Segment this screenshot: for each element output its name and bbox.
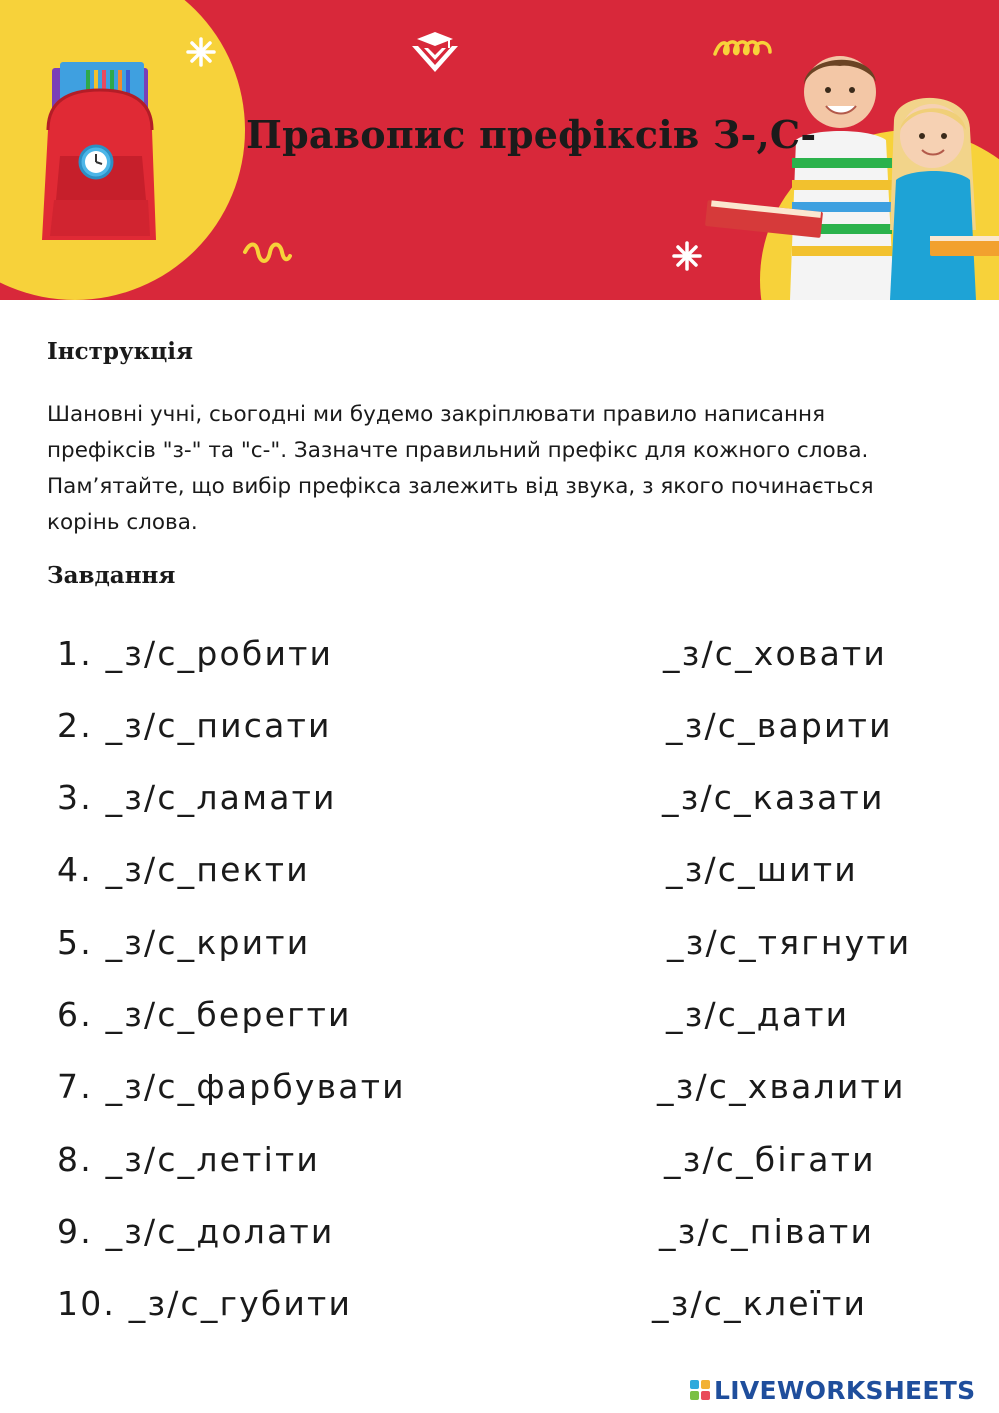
task-item-left[interactable]: 2. _з/с_писати	[57, 706, 332, 745]
squiggle-icon	[242, 240, 292, 270]
task-item-left[interactable]: 10. _з/с_губити	[57, 1284, 353, 1323]
task-item-right[interactable]: _з/с_шити	[666, 850, 858, 889]
instructions-line: Пам’ятайте, що вибір префікса залежить від звука, з якого починається	[47, 474, 874, 499]
header-banner	[0, 0, 999, 300]
task-heading: Завдання	[47, 562, 176, 589]
instructions-text	[47, 397, 947, 541]
task-item-left[interactable]: 4. _з/с_пекти	[57, 850, 310, 889]
task-item-right[interactable]: _з/с_дати	[666, 995, 850, 1034]
task-item-left[interactable]: 7. _з/с_фарбувати	[57, 1067, 406, 1106]
task-item-left[interactable]: 8. _з/с_летіти	[57, 1140, 321, 1179]
graduation-cap-logo-icon	[408, 28, 462, 76]
task-item-left[interactable]: 6. _з/с_берегти	[57, 995, 352, 1034]
task-item-left[interactable]: 3. _з/с_ламати	[57, 778, 337, 817]
task-item-right[interactable]: _з/с_клеїти	[652, 1284, 868, 1323]
instructions-heading: Інструкція	[47, 338, 193, 365]
task-item-left[interactable]: 9. _з/с_долати	[57, 1212, 335, 1251]
task-item-right[interactable]: _з/с_казати	[662, 778, 885, 817]
backpack-image	[30, 60, 170, 250]
task-item-right[interactable]: _з/с_варити	[666, 706, 893, 745]
children-with-books-image	[700, 40, 999, 300]
task-item-right[interactable]: _з/с_бігати	[664, 1140, 876, 1179]
sparkle-icon	[185, 36, 217, 68]
instructions-line: префіксів "з-" та "с-". Зазначте правильний префікс для кожного слова.	[47, 438, 869, 463]
task-item-left[interactable]: 1. _з/с_робити	[57, 634, 334, 673]
task-item-right[interactable]: _з/с_півати	[659, 1212, 875, 1251]
instructions-line: Шановні учні, сьогодні ми будемо закріплювати правило написання	[47, 402, 826, 427]
sparkle-icon	[671, 240, 703, 272]
logo-text: LIVEWORKSHEETS	[714, 1375, 976, 1405]
liveworksheets-logo[interactable]	[690, 1374, 975, 1406]
page-title: Правопис префіксів З-,С-	[246, 112, 817, 157]
task-item-right[interactable]: _з/с_хвалити	[657, 1067, 906, 1106]
task-item-right[interactable]: _з/с_тягнути	[667, 923, 912, 962]
task-item-right[interactable]: _з/с_ховати	[663, 634, 888, 673]
instructions-line: корінь слова.	[47, 510, 198, 535]
task-item-left[interactable]: 5. _з/с_крити	[57, 923, 311, 962]
liveworksheets-grid-icon	[690, 1380, 710, 1400]
